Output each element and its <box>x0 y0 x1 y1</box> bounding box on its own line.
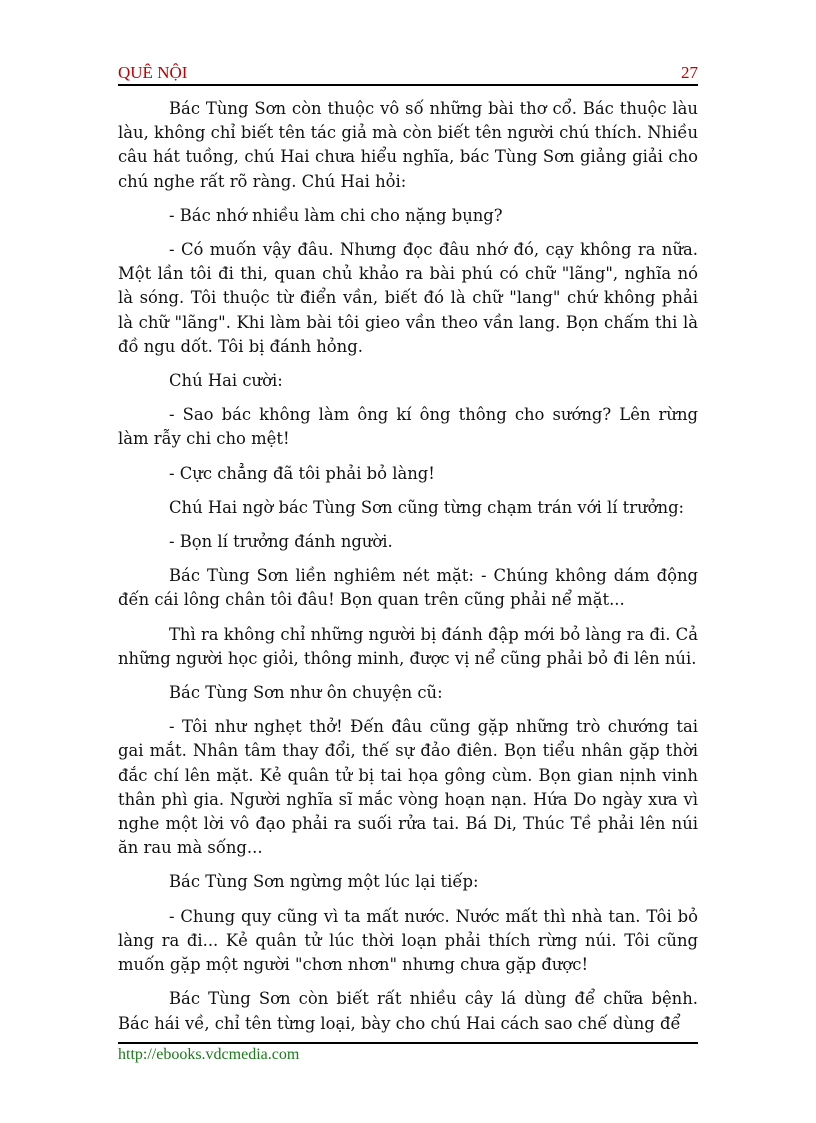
paragraph: Bác Tùng Sơn còn thuộc vô số những bài thơ cổ. Bác thuộc làu làu, không chỉ biết tên tác giả mà còn biết tên người chú thích. Nhiều câu hát tuồng, chú Hai chưa hiểu nghĩa, bác Tùng Sơn giảng giải cho chú nghe rất rõ ràng. Chú Hai hỏi: <box>118 99 698 191</box>
paragraph: - Bác nhớ nhiều làm chi cho nặng bụng? <box>169 205 503 225</box>
paragraph: Thì ra không chỉ những người bị đánh đập mới bỏ làng ra đi. Cả những người học giỏi, thông minh, được vị nể cũng phải bỏ đi lên núi. <box>118 624 698 668</box>
paragraph: Chú Hai ngờ bác Tùng Sơn cũng từng chạm trán với lí trưởng: <box>169 497 685 517</box>
paragraph: Bác Tùng Sơn còn biết rất nhiều cây lá dùng để chữa bệnh. Bác hái về, chỉ tên từng loại, bày cho chú Hai cách sao chế dùng để <box>118 989 698 1033</box>
paragraph: - Sao bác không làm ông kí ông thông cho sướng? Lên rừng làm rẫy chi cho mệt! <box>118 405 698 449</box>
book-title: QUÊ NỘI <box>118 63 188 82</box>
page-header <box>118 60 698 86</box>
page-number: 27 <box>681 63 698 82</box>
paragraph: - Cực chẳng đã tôi phải bỏ làng! <box>169 463 435 483</box>
paragraph: Bác Tùng Sơn ngừng một lúc lại tiếp: <box>169 872 479 892</box>
paragraph: Bác Tùng Sơn liền nghiêm nét mặt: - Chúng không dám động đến cái lông chân tôi đâu! Bọn quan trên cũng phải nể mặt... <box>118 566 698 610</box>
page-body <box>118 97 698 1046</box>
paragraph: Bác Tùng Sơn như ôn chuyện cũ: <box>169 683 443 703</box>
paragraph: - Bọn lí trưởng đánh người. <box>169 532 393 552</box>
paragraph: - Có muốn vậy đâu. Nhưng đọc đâu nhớ đó, cạy không ra nữa. Một lần tôi đi thi, quan chủ khảo ra bài phú có chữ "lãng", nghĩa nó là sóng. Tôi thuộc từ điển vần, biết đó là chữ "lang" chứ không phải là chữ "lãng". Khi làm bài tôi gieo vần theo vần lang. Bọn chấm thi là đồ ngu dốt. Tôi bị đánh hỏng. <box>118 240 698 356</box>
page-footer <box>118 1042 698 1064</box>
paragraph: Chú Hai cười: <box>169 371 283 391</box>
paragraph: - Tôi như nghẹt thở! Đến đâu cũng gặp những trò chướng tai gai mắt. Nhân tâm thay đổi, thế sự đảo điên. Bọn tiểu nhân gặp thời đắc chí lên mặt. Kẻ quân tử bị tai họa gông cùm. Bọn gian nịnh vinh thân phì gia. Người nghĩa sĩ mắc vòng hoạn nạn. Hứa Do ngày xưa vì nghe một lời vô đạo phải ra suối rửa tai. Bá Di, Thúc Tề phải lên núi ăn rau mà sống... <box>118 717 698 858</box>
footer-link[interactable]: http://ebooks.vdcmedia.com <box>118 1046 300 1063</box>
paragraph: - Chung quy cũng vì ta mất nước. Nước mất thì nhà tan. Tôi bỏ làng ra đi... Kẻ quân tử lúc thời loạn phải thích rừng núi. Tôi cũng muốn gặp một người "chơn nhơn" nhưng chưa gặp được! <box>118 906 698 975</box>
